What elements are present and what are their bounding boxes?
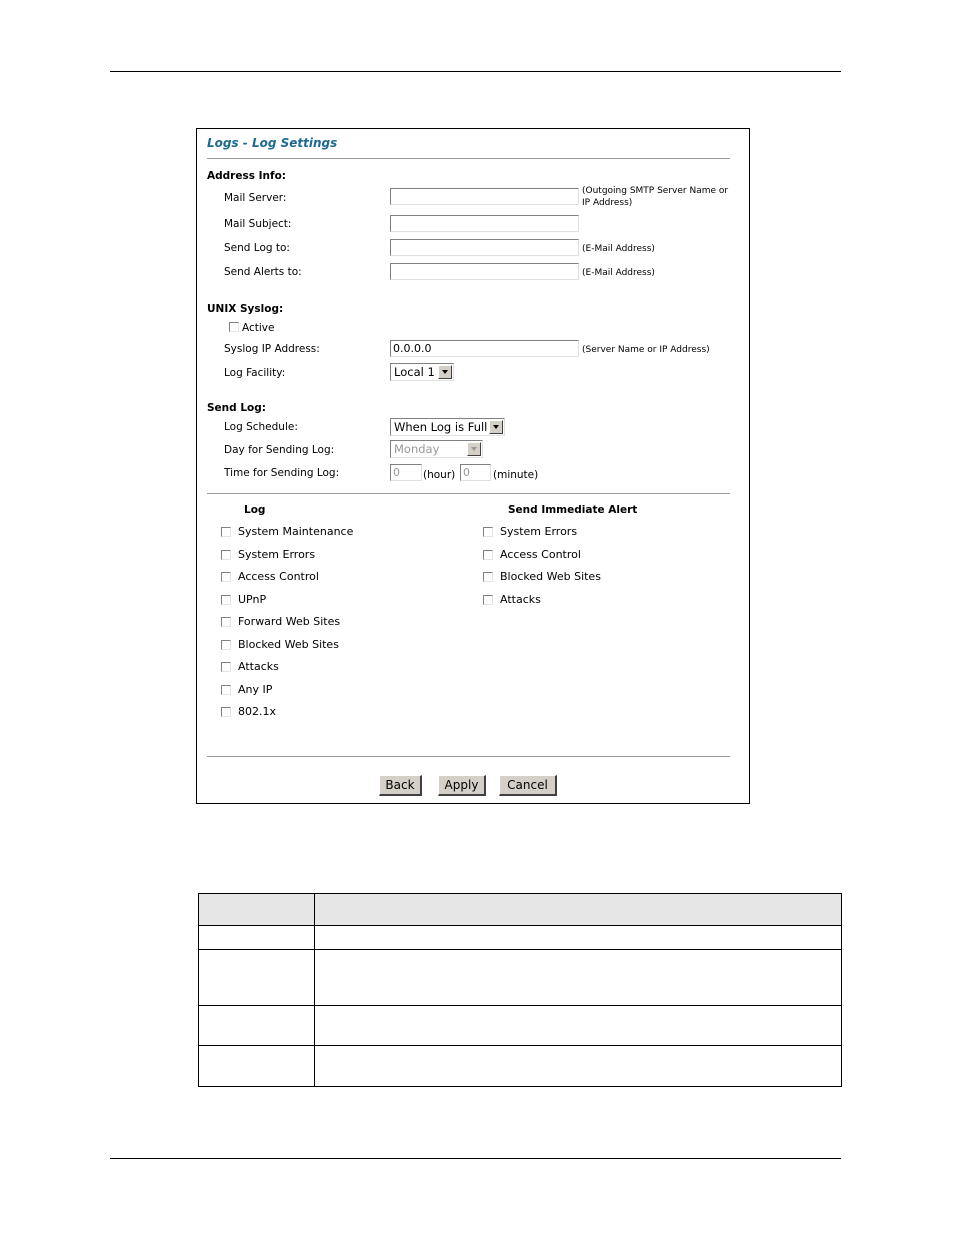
log-category-label: Any IP [238,682,273,696]
title-divider [207,158,730,159]
table-row [199,950,842,1006]
log-category-checkbox[interactable] [221,550,231,560]
hour-input[interactable]: 0 [390,464,422,481]
log-category-label: UPnP [238,592,267,606]
table-header-row [199,894,842,926]
log-category-checkbox[interactable] [221,617,231,627]
syslog-active-checkbox[interactable] [229,322,239,332]
mail-server-label: Mail Server: [224,192,287,204]
table-cell [199,950,315,1006]
log-facility-select[interactable] [390,363,454,381]
hour-unit: (hour) [423,469,456,481]
day-for-sending-select[interactable] [390,440,483,458]
day-for-sending-label: Day for Sending Log: [224,444,335,456]
chevron-down-icon[interactable] [489,420,503,434]
log-category-label: Access Control [238,570,319,583]
apply-button[interactable]: Apply [438,775,486,796]
log-schedule-select[interactable] [390,418,505,436]
table-cell [315,1046,842,1087]
table-row [199,926,842,950]
chevron-down-icon[interactable] [438,365,452,379]
table-cell [315,1006,842,1046]
mail-subject-label: Mail Subject: [224,218,292,230]
log-category-label: 802.1x [238,705,277,718]
minute-unit: (minute) [493,469,539,481]
log-facility-value: Local 1 [394,365,435,379]
send-alerts-to-input[interactable] [390,263,579,280]
log-settings-panel [196,128,750,804]
syslog-ip-hint: (Server Name or IP Address) [582,345,710,355]
log-category-checkbox[interactable] [221,662,231,672]
alert-category-checkbox[interactable] [483,550,493,560]
alert-category-label: Attacks [500,592,541,606]
log-category-checkbox[interactable] [221,572,231,582]
day-for-sending-value: Monday [394,442,440,456]
send-log-to-hint: (E-Mail Address) [582,244,655,254]
footer-divider [207,756,730,757]
mail-subject-input[interactable] [390,215,579,232]
send-alerts-to-hint: (E-Mail Address) [582,268,655,278]
alert-category-label: Access Control [500,547,581,561]
mail-server-input[interactable] [390,188,579,205]
syslog-ip-input[interactable]: 0.0.0.0 [390,340,579,357]
log-category-label: Blocked Web Sites [238,637,339,651]
minute-input[interactable]: 0 [460,464,491,481]
log-schedule-value: When Log is Full [394,420,488,434]
cancel-button[interactable]: Cancel [499,775,557,796]
table-cell [199,926,315,950]
send-log-heading: Send Log: [207,402,266,414]
log-category-checkbox[interactable] [221,595,231,605]
table-row [199,1046,842,1087]
log-category-checkbox[interactable] [221,685,231,695]
mail-server-hint: (Outgoing SMTP Server Name or IP Address) [582,186,729,208]
log-category-label: Forward Web Sites [238,615,341,628]
send-log-to-label: Send Log to: [224,242,290,254]
table-header-cell [199,894,315,926]
table-cell [315,926,842,950]
syslog-active-label: Active [242,322,275,334]
table-cell [315,950,842,1006]
log-category-label: System Errors [238,547,316,561]
log-category-checkbox[interactable] [221,640,231,650]
description-table [198,893,842,1087]
send-alerts-to-label: Send Alerts to: [224,266,302,278]
alert-category-checkbox[interactable] [483,527,493,537]
page-top-rule [110,71,841,72]
syslog-ip-label: Syslog IP Address: [224,343,320,355]
log-facility-label: Log Facility: [224,367,286,379]
page-bottom-rule [110,1158,841,1159]
log-category-checkbox[interactable] [221,527,231,537]
send-log-to-input[interactable] [390,239,579,256]
log-column-header: Log [244,504,266,516]
table-cell [199,1006,315,1046]
section-divider [207,493,730,494]
alert-category-label: System Errors [500,525,578,538]
unix-syslog-heading: UNIX Syslog: [207,303,284,315]
log-category-label: Attacks [238,660,279,673]
alert-category-checkbox[interactable] [483,595,493,605]
time-for-sending-label: Time for Sending Log: [224,467,340,479]
back-button[interactable]: Back [379,775,422,796]
table-header-cell [315,894,842,926]
page-title: Logs - Log Settings [207,136,338,150]
alert-category-label: Blocked Web Sites [500,570,601,583]
log-category-checkbox[interactable] [221,707,231,717]
address-info-heading: Address Info: [207,170,286,182]
log-category-label: System Maintenance [238,525,354,538]
alert-category-checkbox[interactable] [483,572,493,582]
log-schedule-label: Log Schedule: [224,421,298,433]
chevron-down-icon[interactable] [467,442,481,456]
table-row [199,1006,842,1046]
table-cell [199,1046,315,1087]
alert-column-header: Send Immediate Alert [508,504,638,516]
